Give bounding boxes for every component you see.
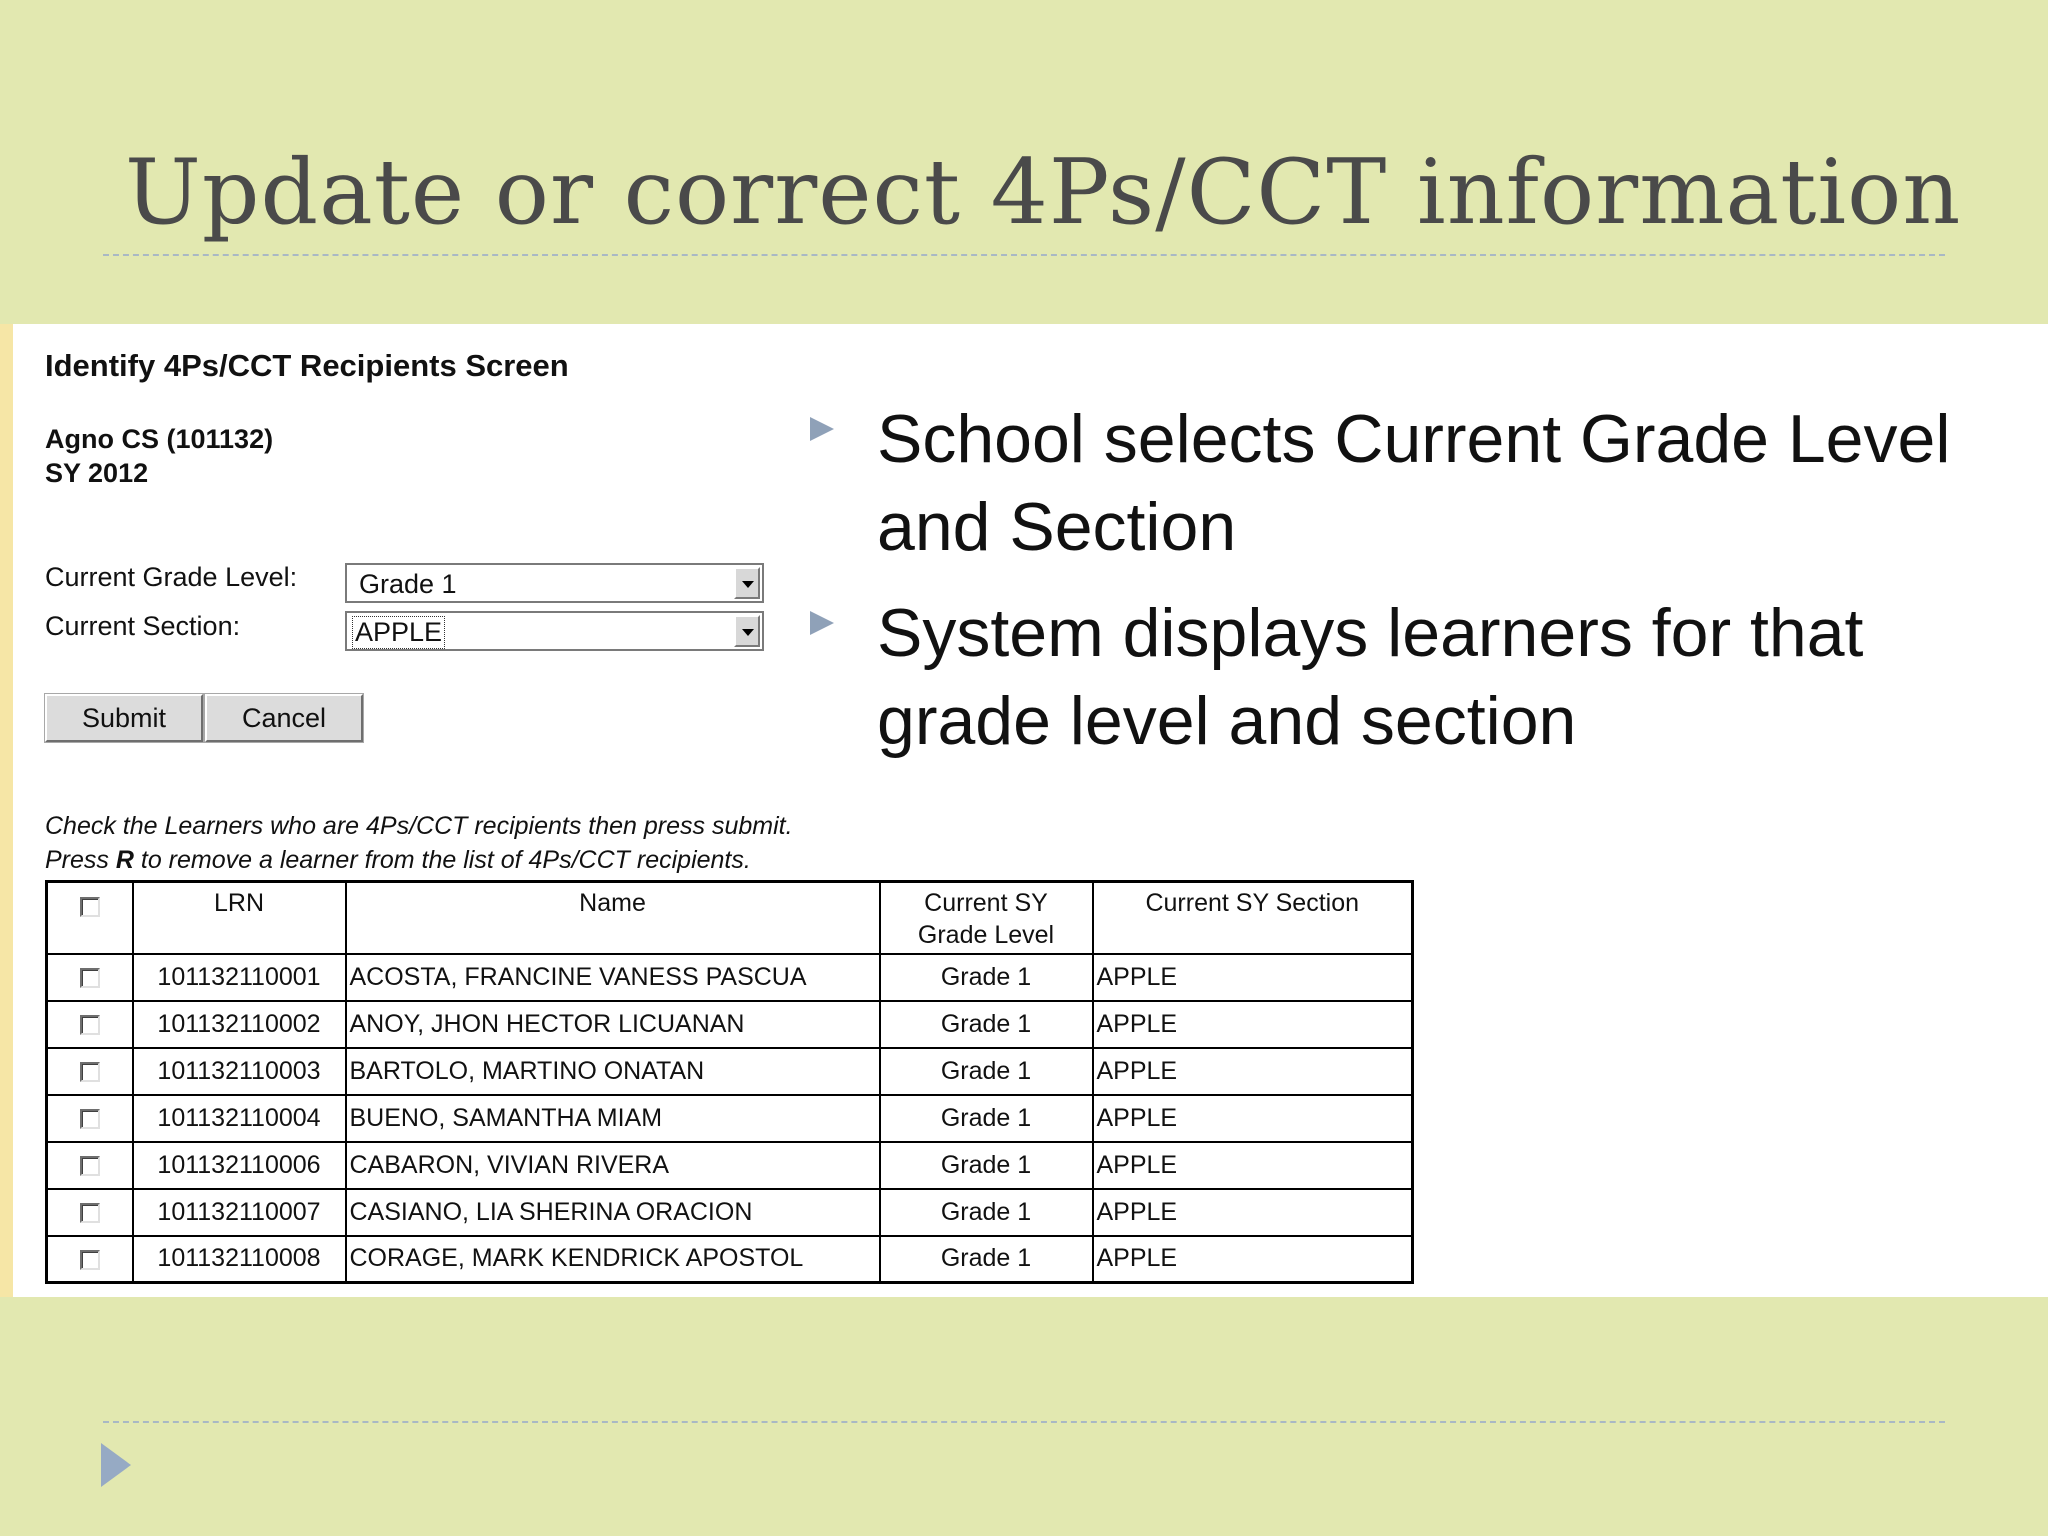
bullet-item xyxy=(810,395,2040,571)
cell-name: CASIANO, LIA SHERINA ORACION xyxy=(346,1189,880,1236)
table-row xyxy=(47,1095,1413,1142)
footer-divider xyxy=(103,1421,1945,1423)
submit-button[interactable]: Submit xyxy=(45,694,203,742)
cell-lrn: 101132110004 xyxy=(133,1095,346,1142)
table-row xyxy=(47,1142,1413,1189)
cell-name: BUENO, SAMANTHA MIAM xyxy=(346,1095,880,1142)
instruction-prefix: Press xyxy=(45,846,116,874)
cancel-button[interactable]: Cancel xyxy=(205,694,363,742)
row-checkbox-cell xyxy=(47,1048,133,1095)
cell-name: ANOY, JHON HECTOR LICUANAN xyxy=(346,1001,880,1048)
row-checkbox[interactable] xyxy=(80,1062,100,1082)
grade-level-label: Current Grade Level: xyxy=(45,562,298,592)
row-checkbox-cell xyxy=(47,1001,133,1048)
cell-lrn: 101132110001 xyxy=(133,954,346,1001)
table-row xyxy=(47,1048,1413,1095)
header-grade-line2: Grade Level xyxy=(917,921,1055,949)
cell-name: CORAGE, MARK KENDRICK APOSTOL xyxy=(346,1236,880,1283)
header-lrn: LRN xyxy=(133,882,346,954)
left-accent-strip xyxy=(0,324,13,1297)
row-checkbox[interactable] xyxy=(80,1015,100,1035)
grade-level-select[interactable] xyxy=(345,563,764,603)
cell-grade: Grade 1 xyxy=(880,1095,1093,1142)
cell-name: BARTOLO, MARTINO ONATAN xyxy=(346,1048,880,1095)
cell-lrn: 101132110008 xyxy=(133,1236,346,1283)
grade-level-value: Grade 1 xyxy=(359,569,457,599)
row-checkbox-cell xyxy=(47,1236,133,1283)
cell-section: APPLE xyxy=(1093,1236,1413,1283)
header-section: Current SY Section xyxy=(1093,882,1413,954)
cell-section: APPLE xyxy=(1093,1189,1413,1236)
table-header-row xyxy=(47,882,1413,954)
table-row xyxy=(47,954,1413,1001)
table-row xyxy=(47,1189,1413,1236)
cell-grade: Grade 1 xyxy=(880,1236,1093,1283)
cell-grade: Grade 1 xyxy=(880,1189,1093,1236)
cell-lrn: 101132110007 xyxy=(133,1189,346,1236)
row-checkbox-cell xyxy=(47,1095,133,1142)
bullet-item xyxy=(810,589,2040,765)
screen-title: Identify 4Ps/CCT Recipients Screen xyxy=(45,348,569,383)
school-year: SY 2012 xyxy=(45,458,149,488)
section-value: APPLE xyxy=(355,617,443,647)
cell-grade: Grade 1 xyxy=(880,954,1093,1001)
cell-name: CABARON, VIVIAN RIVERA xyxy=(346,1142,880,1189)
table-row xyxy=(47,1001,1413,1048)
bullet-text: School selects Current Grade Level and Section xyxy=(877,401,1951,565)
row-checkbox-cell xyxy=(47,1142,133,1189)
title-divider xyxy=(103,254,1945,256)
header-grade-level xyxy=(880,882,1093,954)
cell-grade: Grade 1 xyxy=(880,1001,1093,1048)
chevron-down-icon[interactable] xyxy=(734,615,760,647)
section-label: Current Section: xyxy=(45,611,241,641)
remove-key: R xyxy=(115,846,134,874)
instruction-suffix: to remove a learner from the list of 4Ps/CCT recipients. xyxy=(133,846,751,874)
bullet-text: System displays learners for that grade level and section xyxy=(877,595,1864,759)
section-select[interactable] xyxy=(345,611,764,651)
row-checkbox[interactable] xyxy=(80,1109,100,1129)
cell-grade: Grade 1 xyxy=(880,1048,1093,1095)
cell-grade: Grade 1 xyxy=(880,1142,1093,1189)
row-checkbox[interactable] xyxy=(80,1250,100,1270)
row-checkbox-cell xyxy=(47,954,133,1001)
next-slide-icon[interactable] xyxy=(101,1443,131,1487)
instruction-check: Check the Learners who are 4Ps/CCT recipients then press submit. xyxy=(45,812,793,840)
row-checkbox[interactable] xyxy=(80,1203,100,1223)
header-name: Name xyxy=(346,882,880,954)
learners-table xyxy=(45,880,1414,1284)
cell-section: APPLE xyxy=(1093,954,1413,1001)
slide-title: Update or correct 4Ps/CCT information xyxy=(125,140,1962,245)
school-name: Agno CS (101132) xyxy=(45,424,274,454)
select-all-checkbox[interactable] xyxy=(80,897,100,917)
row-checkbox-cell xyxy=(47,1189,133,1236)
cell-lrn: 101132110002 xyxy=(133,1001,346,1048)
row-checkbox[interactable] xyxy=(80,1156,100,1176)
cell-lrn: 101132110003 xyxy=(133,1048,346,1095)
cell-section: APPLE xyxy=(1093,1001,1413,1048)
instruction-remove xyxy=(45,846,751,875)
cell-lrn: 101132110006 xyxy=(133,1142,346,1189)
cell-name: ACOSTA, FRANCINE VANESS PASCUA xyxy=(346,954,880,1001)
cell-section: APPLE xyxy=(1093,1142,1413,1189)
row-checkbox[interactable] xyxy=(80,968,100,988)
cell-section: APPLE xyxy=(1093,1095,1413,1142)
table-row xyxy=(47,1236,1413,1283)
bullet-triangle-icon xyxy=(810,417,834,441)
bullet-triangle-icon xyxy=(810,611,834,635)
header-grade-line1: Current SY xyxy=(924,889,1048,917)
select-all-cell xyxy=(47,882,133,954)
chevron-down-icon[interactable] xyxy=(734,567,760,599)
cell-section: APPLE xyxy=(1093,1048,1413,1095)
